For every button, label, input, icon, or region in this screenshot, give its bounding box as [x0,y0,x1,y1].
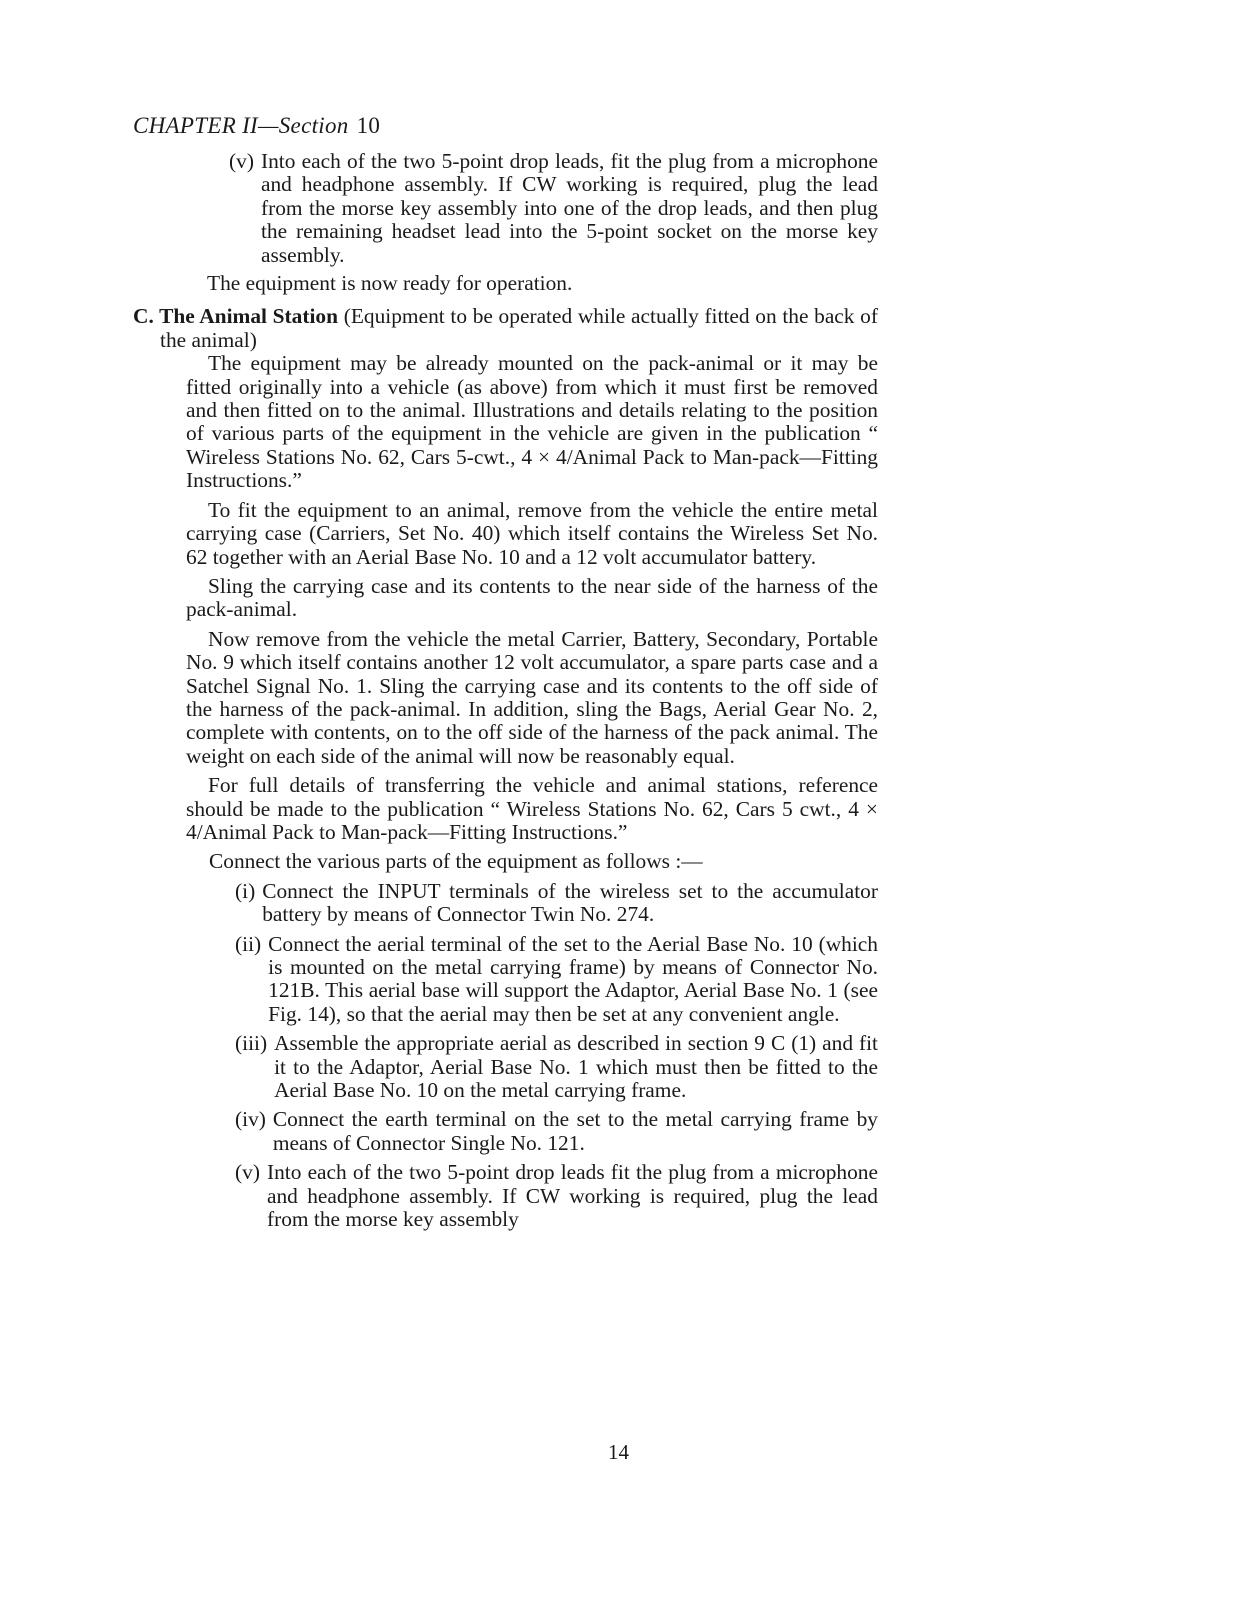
paragraph: To fit the equipment to an animal, remove from the vehicle the entire metal carrying case (Carriers, Set No. 40) which itself contains the Wireless Set No. 62 together with an Aerial Base No. 10 and a 12 volt accumulator battery. [186,497,878,569]
step-marker: (v) [235,1160,260,1185]
step-item [235,1032,878,1102]
paragraph: Sling the carrying case and its contents to the near side of the harness of the pack-animal. [186,573,878,622]
paragraph: Now remove from the vehicle the metal Carrier, Battery, Secondary, Portable No. 9 which itself contains another 12 volt accumulator, a spare parts case and a Satchel Signal No. 1. Sling the carrying case and its contents to the off side of the harness of the pack-animal. In addition, sling the Bags, Aerial Gear No. 2, complete with contents, on to the off side of the harness of the pack animal. The weight on each side of the animal will now be reasonably equal. [186,626,878,768]
chapter-title: CHAPTER II—Section [133,113,349,138]
step-marker: (iii) [235,1031,268,1056]
page-number: 14 [608,1440,629,1464]
running-header [133,113,380,139]
step-text: Connect the earth terminal on the set to the metal carrying frame by means of Connector Single No. 121. [272,1107,878,1155]
paragraph: The equipment may be already mounted on the pack-animal or it may be fitted originally into a vehicle (as above) from which it must first be removed and then fitted on to the animal. Illustrations and details relating to the position of various parts of the equipment in the vehicle are given in the publication “ Wireless Stations No. 62, Cars 5-cwt., 4 × 4/Animal Pack to Man-pack—Fitting Instructions.” [186,351,878,493]
paragraph: For full details of transferring the vehicle and animal stations, reference should be made to the publication “ Wireless Stations No. 62, Cars 5 cwt., 4 × 4/Animal Pack to Man-pack—Fitting Instructions.” [186,773,878,844]
step-text: Assemble the appropriate aerial as described in section 9 C (1) and fit it to the Adaptor, Aerial Base No. 1 which must then be fitted to the Aerial Base No. 10 on the metal carrying frame. [274,1031,878,1103]
section-c-label: C. The Animal Station [133,304,339,329]
section-c-heading [133,305,878,352]
step-marker: (ii) [235,931,262,956]
ready-statement: The equipment is now ready for operation. [207,271,573,296]
list-item-text: Into each of the two 5-point drop leads, fit the plug from a microphone and headphone assembly. If CW working is required, plug the lead from the morse key assembly into one of the drop leads, and then plug the remaining headset lead into the 5-point socket on the morse key assembly. [260,149,878,267]
step-marker: (i) [235,878,256,903]
step-text: Connect the aerial terminal of the set to the Aerial Base No. 10 (which is mounted on the metal carrying frame) by means of Connector No. 121B. This aerial base will support the Adaptor, Aerial Base No. 1 (see Fig. 14), so that the aerial may then be set at any convenient angle. [268,931,878,1026]
connect-intro: Connect the various parts of the equipment as follows :— [209,849,703,874]
step-item [235,933,878,1027]
step-item [235,1108,878,1155]
list-marker: (v) [229,149,254,173]
step-text: Into each of the two 5-point drop leads fit the plug from a microphone and headphone assembly. If CW working is required, plug the lead from the morse key assembly [266,1160,878,1232]
step-item [235,1161,878,1231]
body-text [133,150,878,1231]
step-item [235,880,878,927]
section-number: 10 [356,113,381,138]
list-item-v-top [229,150,878,267]
step-text: Connect the INPUT terminals of the wireless set to the accumulator battery by means of Connector Twin No. 274. [262,878,878,927]
section-c-subtitle: (Equipment to be operated while actually fitted on the back of the animal) [160,304,878,352]
step-marker: (iv) [235,1107,266,1132]
